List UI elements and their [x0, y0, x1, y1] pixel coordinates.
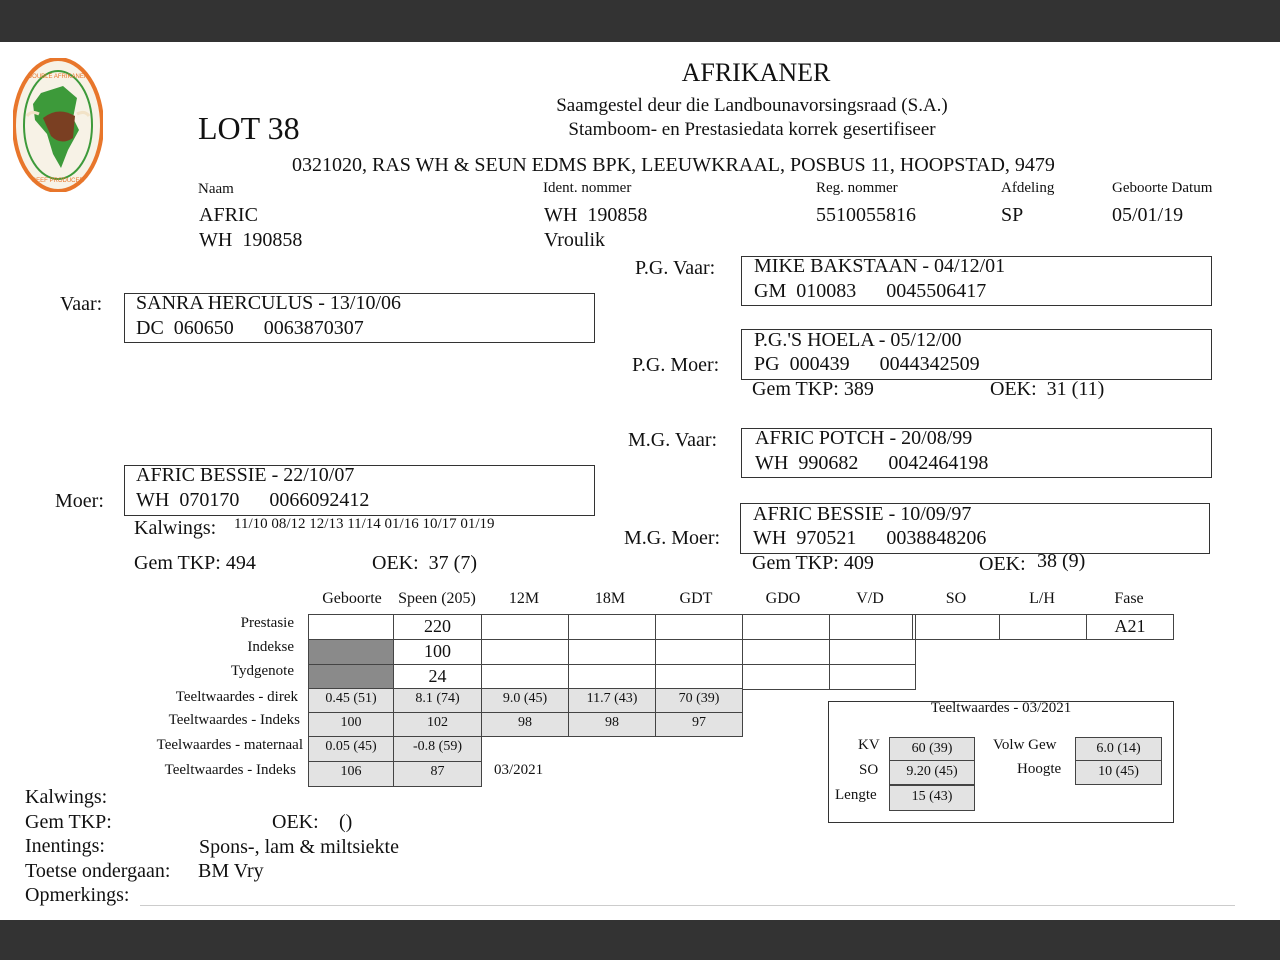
pg-moer-tkp: Gem TKP: 389 — [752, 378, 874, 400]
pg-moer-name: P.G.'S HOELA - 05/12/00 — [754, 329, 962, 351]
hoogte-value: 10 (45) — [1075, 760, 1162, 785]
volw-gew-label: Volw Gew — [993, 737, 1057, 753]
dob: 05/01/19 — [1112, 204, 1184, 226]
mg-vaar-label: M.G. Vaar: — [628, 429, 718, 451]
lengte-label: Lengte — [835, 787, 877, 803]
col-18m: 18M — [594, 590, 626, 607]
moer-oek: OEK: 37 (7) — [372, 552, 477, 574]
animal-name: AFRIC — [199, 204, 258, 226]
gem-tkp-label: Gem TKP: — [25, 811, 112, 833]
row-tw-maternaal: Teelwaardes - maternaal — [156, 737, 303, 753]
indeks1-gdt: 97 — [655, 712, 743, 737]
sex: Vroulik — [544, 229, 606, 251]
page-title: AFRIKANER — [681, 58, 831, 87]
indeks2-speen: 87 — [393, 761, 482, 787]
mg-moer-id: WH 970521 0038848206 — [753, 527, 987, 549]
tw-maternaal-grid — [309, 737, 482, 787]
reg-number: 5510055816 — [816, 204, 916, 226]
prestasie-speen: 220 — [393, 614, 482, 640]
afdeling-label: Afdeling — [1001, 180, 1055, 196]
prestasie-12m — [481, 614, 569, 640]
opmerkings-label: Opmerkings: — [25, 884, 130, 906]
so-label: SO — [859, 762, 879, 778]
toetse-label: Toetse ondergaan: — [25, 860, 171, 882]
pg-moer-oek: OEK: 31 (11) — [990, 378, 1105, 400]
vaar-id: DC 060650 0063870307 — [136, 317, 364, 339]
moer-kalwings: 11/10 08/12 12/13 11/14 01/16 10/17 01/19 — [234, 516, 495, 532]
volw-gew-value: 6.0 (14) — [1075, 737, 1162, 761]
col-lh: L/H — [1029, 590, 1055, 607]
col-speen: Speen (205) — [398, 590, 476, 607]
row-prestasie: Prestasie — [240, 615, 294, 631]
tydgenote-vd — [829, 664, 916, 690]
tydgenote-gdt — [655, 664, 743, 690]
kalwings-label: Kalwings: — [25, 786, 108, 808]
direk-18m: 11.7 (43) — [568, 688, 656, 713]
moer-tkp: Gem TKP: 494 — [134, 552, 256, 574]
tw-date: 03/2021 — [494, 762, 544, 778]
row-tw-direk: Teeltwaardes - direk — [175, 689, 298, 705]
row-tw-indeks-1: Teeltwaardes - Indeks — [168, 712, 300, 728]
maternaal-speen: -0.8 (59) — [393, 736, 482, 762]
breeder-info: 0321020, RAS WH & SEUN EDMS BPK, LEEUWKRAAL, POSBUS 11, HOOPSTAD, 9479 — [292, 154, 1055, 176]
prestasie-geboorte — [308, 614, 394, 640]
lengte-value: 15 (43) — [889, 785, 975, 811]
row-tydgenote: Tydgenote — [230, 663, 294, 679]
moer-name: AFRIC BESSIE - 22/10/07 — [136, 464, 355, 486]
col-vd: V/D — [856, 590, 884, 607]
direk-gdt: 70 (39) — [655, 688, 743, 713]
svg-text:BEEF PRODUCER: BEEF PRODUCER — [32, 178, 84, 184]
ident-label: Ident. nommer — [543, 180, 632, 196]
col-gdt: GDT — [679, 590, 713, 607]
prestasie-18m — [568, 614, 656, 640]
indekse-gdt — [655, 639, 743, 665]
moer-id: WH 070170 0066092412 — [136, 489, 370, 511]
oek-label: OEK: — [272, 811, 319, 833]
col-so: SO — [945, 590, 967, 607]
oek-value: () — [339, 811, 353, 833]
so-value: 9.20 (45) — [889, 760, 975, 785]
subtitle-1: Saamgestel deur die Landbounavorsingsraad (S.A.) — [556, 95, 948, 116]
performance-grid — [309, 615, 916, 690]
indeks1-18m: 98 — [568, 712, 656, 737]
moer-kalwings-label: Kalwings: — [134, 517, 217, 539]
direk-speen: 8.1 (74) — [393, 688, 482, 713]
so-cell — [912, 614, 1000, 640]
mg-moer-oek-label: OEK: — [979, 553, 1026, 575]
prestasie-gdo — [742, 614, 830, 640]
indekse-speen: 100 — [393, 639, 482, 665]
row-tw-indeks-2: Teeltwaardes - Indeks — [164, 762, 296, 778]
col-gdo: GDO — [765, 590, 801, 607]
direk-geboorte: 0.45 (51) — [308, 688, 394, 713]
moer-label: Moer: — [55, 490, 104, 512]
indekse-12m — [481, 639, 569, 665]
mg-moer-label: M.G. Moer: — [624, 527, 721, 549]
dob-label: Geboorte Datum — [1112, 180, 1213, 196]
pg-vaar-name: MIKE BAKSTAAN - 04/12/01 — [754, 255, 1006, 277]
vaar-label: Vaar: — [60, 293, 103, 315]
prestasie-gdt — [655, 614, 743, 640]
row-indekse: Indekse — [247, 639, 294, 655]
indeks1-speen: 102 — [393, 712, 482, 737]
indekse-vd — [829, 639, 916, 665]
toetse-value: BM Vry — [198, 860, 264, 882]
tw-direk-grid — [309, 689, 743, 737]
bottom-rule — [140, 905, 1235, 906]
fase-cell: A21 — [1086, 614, 1174, 640]
maternaal-geboorte: 0.05 (45) — [308, 736, 394, 762]
afdeling: SP — [1001, 204, 1024, 226]
pg-moer-label: P.G. Moer: — [632, 354, 720, 376]
indeks1-geboorte: 100 — [308, 712, 394, 737]
bottom-bar — [0, 920, 1280, 960]
kv-value: 60 (39) — [889, 737, 975, 761]
lh-cell — [999, 614, 1087, 640]
pg-vaar-id: GM 010083 0045506417 — [754, 280, 987, 302]
indeks1-12m: 98 — [481, 712, 569, 737]
tydgenote-12m — [481, 664, 569, 690]
indekse-18m — [568, 639, 656, 665]
inentings-value: Spons-, lam & miltsiekte — [199, 836, 399, 858]
col-geboorte: Geboorte — [322, 590, 382, 607]
svg-text:DOUBLE AFRIKANER: DOUBLE AFRIKANER — [27, 74, 89, 80]
reg-label: Reg. nommer — [816, 180, 898, 196]
col-12m: 12M — [508, 590, 540, 607]
kv-label: KV — [858, 737, 880, 753]
tydgenote-gdo — [742, 664, 830, 690]
ident-number: WH 190858 — [544, 204, 648, 226]
inentings-label: Inentings: — [25, 835, 105, 857]
top-bar — [0, 0, 1280, 42]
direk-12m: 9.0 (45) — [481, 688, 569, 713]
teeltwaardes-title: Teeltwaardes - 03/2021 — [930, 700, 1072, 716]
indeks2-geboorte: 106 — [308, 761, 394, 787]
tydgenote-geboorte — [308, 664, 394, 690]
indekse-gdo — [742, 639, 830, 665]
vaar-name: SANRA HERCULUS - 13/10/06 — [136, 292, 402, 314]
pg-moer-id: PG 000439 0044342509 — [754, 353, 980, 375]
col-fase: Fase — [1114, 590, 1144, 607]
tydgenote-speen: 24 — [393, 664, 482, 690]
mg-vaar-id: WH 990682 0042464198 — [755, 452, 989, 474]
mg-vaar-name: AFRIC POTCH - 20/08/99 — [755, 427, 973, 449]
mg-moer-name: AFRIC BESSIE - 10/09/97 — [753, 503, 972, 525]
animal-code: WH 190858 — [199, 229, 303, 251]
indekse-geboorte — [308, 639, 394, 665]
pg-vaar-label: P.G. Vaar: — [635, 257, 716, 279]
subtitle-2: Stamboom- en Prestasiedata korrek gesertifiseer — [568, 119, 936, 140]
tydgenote-18m — [568, 664, 656, 690]
lot-number: LOT 38 — [198, 110, 300, 146]
prestasie-vd — [829, 614, 916, 640]
mg-moer-tkp: Gem TKP: 409 — [752, 552, 874, 574]
mg-moer-oek: 38 (9) — [1037, 550, 1086, 572]
fase-grid — [913, 615, 1174, 640]
hoogte-label: Hoogte — [1017, 761, 1062, 777]
naam-label: Naam — [198, 181, 234, 197]
